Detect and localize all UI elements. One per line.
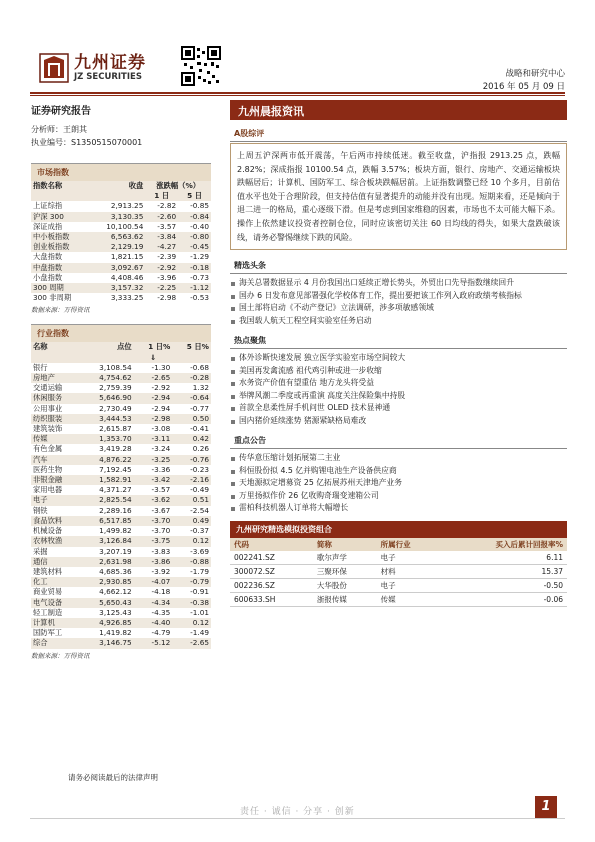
sector-row-cell: 银行	[33, 362, 48, 372]
sector-row-cell: -2.94	[134, 393, 173, 403]
notice-item: 科恒股份拟 4.5 亿并购锂电池生产设备供应商	[230, 465, 567, 478]
sector-row	[31, 618, 211, 628]
sector-row-cell: -0.49	[190, 485, 209, 495]
sort-arrow-icon: ⇓	[134, 353, 173, 363]
focus-item: 国内猪价延续涨势 猪源紧缺格局难改	[230, 415, 567, 428]
market-row-cell: -0.85	[190, 201, 209, 211]
sector-row	[31, 557, 211, 567]
market-index-caption: 市场指数	[31, 164, 211, 181]
market-row-cell: -4.27	[145, 242, 178, 252]
headline-item: 海关总署数据显示 4 月份我国出口延续正增长势头，外贸出口先导指数继续回升	[230, 277, 567, 290]
sector-row-cell: -3.11	[134, 434, 173, 444]
sector-row-cell: 5,646.90	[80, 393, 134, 403]
sector-row-cell: -3.92	[151, 566, 171, 576]
notice-item: 传华意压缩计划拓展第二主业	[230, 452, 567, 465]
focus-title: 热点聚焦	[230, 333, 567, 349]
sector-row-cell: -3.67	[151, 505, 171, 515]
market-row-cell: -1.12	[178, 283, 211, 293]
market-row-cell: 10,100.54	[106, 221, 144, 231]
sector-row-cell: 0.49	[172, 516, 211, 526]
footer-divider	[30, 818, 565, 819]
market-row-cell: -0.45	[178, 242, 211, 252]
market-row-cell: -0.40	[190, 221, 209, 231]
sector-row-cell: -2.92	[151, 383, 171, 393]
qr-code-icon	[181, 46, 221, 86]
market-row-cell: 3,333.25	[110, 293, 144, 303]
sector-row	[31, 424, 211, 434]
sector-row-cell: -3.25	[134, 455, 173, 465]
market-table-subheader-cell: 5 日	[178, 191, 211, 201]
market-table-subheader-cell	[31, 191, 89, 201]
sector-row-cell: 通信	[31, 557, 80, 567]
portfolio-row-cell: 电子	[380, 580, 396, 590]
portfolio-row-cell: 600633.SH	[234, 594, 276, 604]
news-banner: 九州晨报资讯	[230, 100, 567, 120]
sector-row-cell: 0.42	[172, 434, 211, 444]
sector-row	[31, 495, 211, 505]
portfolio-row-cell: 6.11	[546, 552, 563, 562]
report-type: 证券研究报告	[31, 106, 91, 117]
sector-row-cell: -2.65	[134, 373, 173, 383]
sector-row-cell: 公用事业	[33, 403, 63, 413]
sector-row-cell: 0.51	[172, 495, 211, 505]
portfolio-header-cell: 买入后累计回报率%	[440, 538, 567, 551]
license-number: 执业编号：S1350515070001	[31, 138, 143, 147]
sector-row	[31, 475, 211, 485]
portfolio-row	[230, 564, 567, 578]
sector-row-cell: -1.79	[190, 566, 209, 576]
market-review-text: 上周五沪深两市低开震荡，午后两市持续低迷。截至收盘，沪指报 2913.25 点，跌幅 2.82%；深成指报 10100.54 点，跌幅 3.57%；板块方面，银行、房地产、交通运输板块跌幅居后；计算机、国防军工、综合板块跌幅居前。上证指数调整已经 10 个多月，目前估值水平也处于合理阶段，但支持估值有显著提升的动能并没有出现。短期来看，还是倾向于退二进一的格局，重心逐级下滑。但是考虑到国家维稳的因素，市场也不太可能大幅下杀。操作上依然建议投资者控制仓位，同时应该密切关注 60 日均线的得失，如果大盘跌破该线，请务必警惕继续下跌的风险。	[230, 143, 567, 250]
sector-row-cell: -2.65	[172, 638, 211, 648]
sector-row	[31, 414, 211, 424]
sector-row	[31, 638, 211, 648]
sector-row-cell: 1,419.82	[99, 628, 132, 638]
portfolio-row	[230, 578, 567, 592]
sector-row-cell: 电子	[31, 495, 80, 505]
sector-row-cell: -3.69	[190, 546, 209, 556]
sector-row	[31, 536, 211, 546]
market-row	[31, 212, 211, 222]
portfolio-row-cell: 电子	[380, 552, 396, 562]
market-row-cell: -1.29	[190, 252, 209, 262]
sector-row-cell: 2,631.98	[80, 557, 134, 567]
sector-row-cell: -2.94	[151, 403, 171, 413]
focus-item: 举牌风潮二季度或再重演 高度关注保险集中持股	[230, 390, 567, 403]
sector-row-cell: 建筑材料	[33, 566, 63, 576]
portfolio-row-cell: 15.37	[541, 566, 563, 576]
portfolio-row-cell: 传媒	[380, 594, 396, 604]
sector-row-cell: -3.36	[151, 464, 171, 474]
sector-row-cell: 有色金属	[33, 444, 63, 454]
market-header-cell: 指数名称	[31, 181, 89, 191]
sector-table-header-cell: 点位	[80, 342, 134, 352]
headlines-list	[230, 277, 567, 327]
market-index-table	[31, 181, 211, 303]
sector-row-cell: 轻工制造	[33, 607, 63, 617]
sector-row-cell: 1.32	[192, 383, 209, 393]
sector-row	[31, 383, 211, 393]
market-row-cell: -0.53	[190, 293, 209, 303]
portfolio-header	[230, 538, 567, 551]
market-row	[31, 242, 211, 252]
sector-row-cell: 传媒	[31, 434, 80, 444]
portfolio-row-cell: 浙报传媒	[316, 594, 347, 604]
sector-row-cell: -0.28	[172, 373, 211, 383]
sector-row-cell: 综合	[31, 638, 80, 648]
sector-row-cell: 4,876.22	[80, 455, 134, 465]
sector-row-cell: 4,754.62	[80, 373, 134, 383]
sector-row-cell: -4.18	[151, 587, 171, 597]
market-header-cell: 涨跌幅（%）	[145, 181, 211, 191]
sector-row	[31, 404, 211, 414]
sector-row-cell: -0.76	[172, 455, 211, 465]
portfolio-row-cell: -0.06	[543, 594, 563, 604]
sector-row-cell: -0.37	[190, 526, 209, 536]
market-row-cell: 3,130.35	[89, 212, 145, 222]
market-row-cell: -2.98	[157, 293, 177, 303]
sector-row-cell: -3.75	[134, 536, 173, 546]
sector-row-cell: 纺织服装	[31, 414, 80, 424]
sector-row-cell: -1.01	[190, 607, 209, 617]
market-row-cell: 中盘指数	[31, 263, 89, 273]
sector-row-cell: -0.77	[190, 403, 209, 413]
market-index-source: 数据来源：万得资讯	[31, 306, 90, 315]
market-row	[31, 252, 211, 262]
sector-row-cell: 采掘	[33, 546, 48, 556]
sector-row-cell: 1,499.82	[99, 526, 132, 536]
market-row-cell: -0.84	[178, 212, 211, 222]
market-row-cell: -2.25	[145, 283, 178, 293]
market-header-cell: 收盘	[89, 181, 145, 191]
legal-note: 请务必阅读最后的法律声明	[68, 773, 158, 782]
header-info	[483, 68, 565, 94]
sector-row-cell: 食品饮料	[31, 516, 80, 526]
focus-item: 美国再发禽流感 祖代鸡引种或进一步收缩	[230, 365, 567, 378]
sector-row-cell: -4.79	[151, 628, 171, 638]
sector-index-section	[31, 324, 211, 648]
sector-row-cell: 交通运输	[33, 383, 63, 393]
market-row	[31, 222, 211, 232]
sector-row-cell: 农林牧渔	[31, 536, 80, 546]
sector-row-cell: 休闲服务	[31, 393, 80, 403]
market-table-subheader	[31, 191, 211, 201]
market-index-section	[31, 163, 211, 303]
sector-row-cell: 3,207.19	[99, 546, 132, 556]
market-row-cell: 上证综指	[33, 201, 63, 211]
sector-row-cell: 0.12	[172, 536, 211, 546]
market-row-cell: -3.84	[145, 232, 178, 242]
market-row-cell: 沪深 300	[31, 212, 89, 222]
sector-row-cell: 4,371.27	[99, 485, 132, 495]
sector-row-cell: -2.16	[172, 475, 211, 485]
market-review-title: A股综评	[230, 126, 567, 142]
analyst-name: 分析师：王朗其	[31, 125, 87, 134]
logo-text-cn: 九州证券	[74, 52, 146, 73]
sector-row-cell: 4,685.36	[99, 566, 132, 576]
sector-row	[31, 444, 211, 454]
sector-row-cell: -3.08	[151, 424, 171, 434]
market-row-cell: 3,092.67	[89, 263, 145, 273]
sector-row-cell: 1,353.70	[80, 434, 134, 444]
market-row-cell: 大盘指数	[33, 252, 63, 262]
market-row-cell: 6,563.62	[89, 232, 145, 242]
sector-row	[31, 506, 211, 516]
sector-row-cell: 非银金融	[31, 475, 80, 485]
market-row-cell: 300 非周期	[33, 293, 72, 303]
market-row	[31, 201, 211, 211]
sector-row-cell: 2,759.39	[99, 383, 132, 393]
left-column	[31, 100, 211, 660]
sector-row-cell: -3.70	[151, 526, 171, 536]
headlines-title: 精选头条	[230, 258, 567, 274]
sector-table-header-cell: 名称	[31, 342, 80, 352]
sector-row-cell: 0.12	[172, 618, 211, 628]
sector-sort-cell	[31, 353, 80, 363]
sector-row-cell: 3,146.75	[80, 638, 134, 648]
sector-row-cell: 2,289.16	[99, 505, 132, 515]
portfolio-title: 九州研究精选模拟投资组合	[230, 521, 567, 538]
sector-row	[31, 393, 211, 403]
market-row-cell: -3.57	[157, 221, 177, 231]
sector-row-cell: -3.42	[134, 475, 173, 485]
sector-row-cell: 2,615.87	[99, 424, 132, 434]
sector-row-cell: -0.41	[190, 424, 209, 434]
sector-row-cell: 6,517.85	[80, 516, 134, 526]
sector-row-cell: -0.91	[190, 587, 209, 597]
portfolio-row	[230, 551, 567, 565]
portfolio-row-cell: 三聚环保	[316, 566, 347, 576]
market-row-cell: 1,821.15	[110, 252, 144, 262]
sector-row-cell: -3.24	[151, 444, 171, 454]
market-row-cell: 深证成指	[33, 221, 63, 231]
sector-row	[31, 587, 211, 597]
sector-row-cell: 机械设备	[33, 526, 63, 536]
sector-row	[31, 628, 211, 638]
sector-row-cell: 7,192.45	[99, 464, 132, 474]
sector-row	[31, 547, 211, 557]
focus-item: 体外诊断快速发展 独立医学实验室市场空间较大	[230, 352, 567, 365]
sector-row	[31, 577, 211, 587]
sector-row-cell: -0.79	[172, 577, 211, 587]
market-row-cell: -0.73	[190, 272, 209, 282]
market-row	[31, 293, 211, 303]
sector-row-cell: -1.49	[190, 628, 209, 638]
market-row	[31, 283, 211, 293]
sector-row-cell: 3,125.43	[99, 607, 132, 617]
market-row-cell: -2.92	[145, 263, 178, 273]
market-row-cell: -3.96	[157, 272, 177, 282]
sector-row-cell: 5,650.43	[80, 598, 134, 608]
sector-row-cell: 计算机	[31, 618, 80, 628]
sector-row-cell: 3,419.28	[99, 444, 132, 454]
market-row-cell: -0.80	[178, 232, 211, 242]
notices-list	[230, 452, 567, 515]
sector-row-cell: -3.83	[151, 546, 171, 556]
market-row-cell: 创业板指数	[31, 242, 89, 252]
header-divider	[30, 92, 565, 94]
portfolio-row-cell: -0.50	[543, 580, 563, 590]
sector-row-cell: 3,108.54	[99, 362, 132, 372]
market-row-cell: 3,157.32	[89, 283, 145, 293]
sector-sort-cell	[172, 353, 211, 363]
sector-row-cell: 2,825.54	[80, 495, 134, 505]
page-number: 1	[535, 796, 557, 818]
sector-row-cell: -3.70	[134, 516, 173, 526]
sector-row	[31, 526, 211, 536]
market-table-header	[31, 181, 211, 191]
market-row-cell: 2,129.19	[89, 242, 145, 252]
portfolio-table	[230, 538, 567, 607]
sector-row-cell: 3,444.53	[80, 414, 134, 424]
sector-row	[31, 373, 211, 383]
sector-row-cell: -4.34	[134, 598, 173, 608]
sector-row-cell: 3,126.84	[80, 536, 134, 546]
notices-title: 重点公告	[230, 433, 567, 449]
market-row-cell: 小盘指数	[33, 272, 63, 282]
sector-row-cell: 4,926.85	[80, 618, 134, 628]
sector-row-cell: 汽车	[31, 455, 80, 465]
market-row-cell: -2.82	[157, 201, 177, 211]
headline-item: 我国载人航天工程空间实验室任务启动	[230, 315, 567, 328]
market-row	[31, 273, 211, 283]
sector-index-caption: 行业指数	[31, 325, 211, 342]
portfolio-row	[230, 592, 567, 606]
sector-row-cell: -4.40	[134, 618, 173, 628]
sector-row-cell: 2,930.85	[80, 577, 134, 587]
sector-row-cell: 2,730.49	[99, 403, 132, 413]
sector-row-cell: 4,662.12	[99, 587, 132, 597]
header-divider-thin	[30, 95, 565, 96]
sector-row-cell: 1,582.91	[80, 475, 134, 485]
sector-sort-cell	[80, 353, 134, 363]
sector-row-cell: 商业贸易	[33, 587, 63, 597]
department: 战略和研究中心	[505, 69, 565, 79]
portfolio-row-cell: 300072.SZ	[234, 566, 275, 576]
sector-row-cell: 国防军工	[33, 628, 63, 638]
logo-mark-icon	[38, 52, 70, 84]
sector-row-cell: -0.68	[190, 362, 209, 372]
market-row	[31, 232, 211, 242]
sector-row	[31, 608, 211, 618]
focus-item: 水务资产价值有望重估 地方龙头将受益	[230, 377, 567, 390]
market-row-cell: -0.18	[178, 263, 211, 273]
sector-row	[31, 455, 211, 465]
focus-item: 首款全息柔性屏手机问世 OLED 技术显神通	[230, 402, 567, 415]
sector-row-cell: -3.86	[134, 557, 173, 567]
headline-item: 国土部将启动《不动产登记》立法调研，涉多项敏感领域	[230, 302, 567, 315]
sector-row-cell: -3.62	[134, 495, 173, 505]
focus-list	[230, 352, 567, 427]
footer-slogan: 责任 · 诚信 · 分享 · 创新	[240, 807, 355, 817]
sector-table-header-cell: 5 日%	[172, 342, 211, 352]
notice-item: 万里扬拟作价 26 亿收购奇瑞变速箱公司	[230, 490, 567, 503]
company-logo	[38, 48, 163, 88]
sector-row-cell: -0.23	[190, 464, 209, 474]
sector-row	[31, 363, 211, 373]
portfolio-header-cell: 简称	[313, 538, 377, 551]
sector-row-cell: -2.54	[190, 505, 209, 515]
portfolio-row-cell: 大华股份	[316, 580, 347, 590]
sector-row-cell: 化工	[31, 577, 80, 587]
market-table-subheader-cell	[89, 191, 145, 201]
market-row-cell: 4,408.46	[110, 272, 144, 282]
sector-row-cell: -3.57	[151, 485, 171, 495]
market-row-cell: 2,913.25	[110, 201, 144, 211]
headline-item: 国办 6 日发布意见部署强化学校体育工作，提出要把该工作列入政府政绩考核指标	[230, 290, 567, 303]
logo-text-en: JZ SECURITIES	[74, 71, 142, 82]
portfolio-row-cell: 歌尔声学	[316, 552, 347, 562]
sector-sort-row	[31, 353, 211, 363]
sector-row-cell: -4.35	[151, 607, 171, 617]
sector-row-cell: -0.88	[172, 557, 211, 567]
sector-row	[31, 516, 211, 526]
portfolio-row-cell: 002236.SZ	[234, 580, 275, 590]
sector-index-table	[31, 342, 211, 648]
analyst-info	[31, 123, 211, 149]
sector-row	[31, 434, 211, 444]
sector-row-cell: 0.50	[172, 414, 211, 424]
sector-row-cell: 0.26	[192, 444, 209, 454]
sector-row	[31, 465, 211, 475]
sector-row-cell: -5.12	[134, 638, 173, 648]
market-table-subheader-cell: 1 日	[145, 191, 178, 201]
sector-row-cell: -1.30	[151, 362, 171, 372]
sector-row	[31, 598, 211, 608]
sector-row-cell: 建筑装饰	[33, 424, 63, 434]
sector-row-cell: -0.38	[172, 598, 211, 608]
portfolio-row-cell: 002241.SZ	[234, 552, 275, 562]
sector-row-cell: 电气设备	[31, 598, 80, 608]
sector-row-cell: 家用电器	[33, 485, 63, 495]
market-row	[31, 263, 211, 273]
sector-row-cell: 房地产	[31, 373, 80, 383]
sector-table-header-cell: 1 日%	[134, 342, 173, 352]
portfolio-header-cell: 代码	[230, 538, 313, 551]
report-date: 2016 年 05 月 09 日	[482, 82, 565, 92]
sector-table-header	[31, 342, 211, 352]
sector-row-cell: 医药生物	[33, 464, 63, 474]
notice-item: 雷柏科技机器人订单将大幅增长	[230, 502, 567, 515]
sector-index-source: 数据来源：万得资讯	[31, 651, 90, 660]
market-row-cell: 300 周期	[31, 283, 89, 293]
market-row-cell: 中小板指数	[31, 232, 89, 242]
sector-row-cell: -2.98	[134, 414, 173, 424]
market-row-cell: -2.60	[145, 212, 178, 222]
sector-row-cell: 钢铁	[33, 505, 48, 515]
market-row-cell: -2.39	[157, 252, 177, 262]
sector-row	[31, 567, 211, 577]
sector-row	[31, 485, 211, 495]
portfolio-header-cell: 所属行业	[377, 538, 441, 551]
sector-row-cell: -0.64	[172, 393, 211, 403]
notice-item: 天地源拟定增募资 25 亿拓展苏州天津地产业务	[230, 477, 567, 490]
sector-row-cell: -4.07	[134, 577, 173, 587]
right-column	[230, 100, 567, 607]
portfolio-row-cell: 材料	[380, 566, 396, 576]
